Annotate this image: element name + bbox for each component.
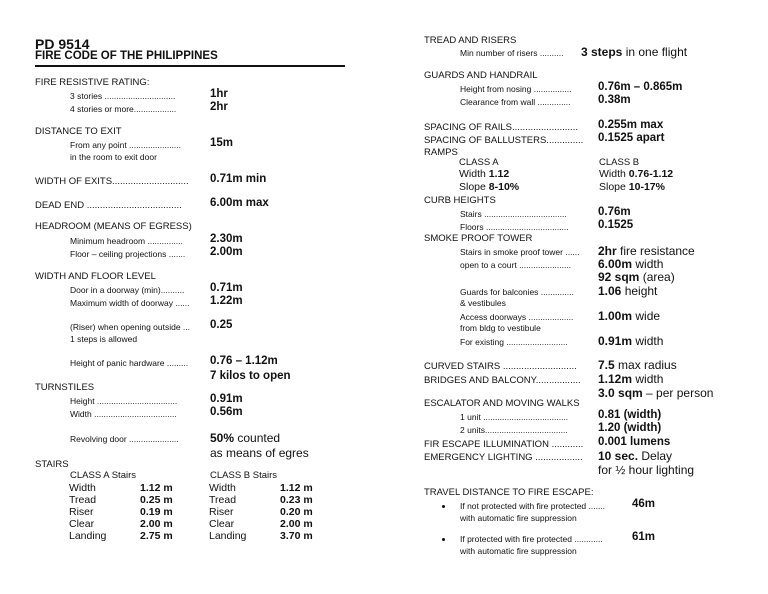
travel-item-note: with automatic fire suppression [460, 546, 577, 556]
turnstile-value: 0.56m [210, 406, 243, 418]
stairs-row-label: Tread [69, 494, 97, 506]
curb-label: Stairs ................................... [460, 209, 567, 219]
stairs-class-a-value: 0.25 m [140, 494, 173, 506]
ramps-class-b-slope: Slope 10-17% [599, 181, 665, 193]
curb-label: Floors ................................... [460, 222, 569, 232]
illumination-value: 0.001 lumens [598, 436, 671, 448]
revolving-door-label: Revolving door ..................... [70, 434, 179, 444]
width-floor-label: Door in a doorway (min).......... [70, 285, 185, 295]
curb-value: 0.76m [598, 206, 631, 218]
emergency-lighting-value: 10 sec. Delay [598, 449, 673, 463]
width-floor-heading: WIDTH AND FLOOR LEVEL [35, 271, 156, 282]
ramps-class-a-slope: Slope 8-10% [459, 181, 520, 193]
travel-item-value: 61m [632, 531, 656, 543]
fire-resistive-value: 2hr [210, 101, 228, 113]
smoke-balconies-note: & vestibules [460, 298, 506, 308]
stairs-class-b-value: 3.70 m [280, 530, 313, 542]
dead-end-label: DEAD END .................................... [35, 200, 182, 211]
smoke-court-value: 6.00m width [598, 257, 664, 271]
riser-label: (Riser) when opening outside ... [70, 322, 191, 332]
panic-hardware-label: Height of panic hardware ......... [70, 358, 189, 368]
dead-end-value: 6.00m max [210, 197, 269, 209]
escalator-heading: ESCALATOR AND MOVING WALKS [424, 398, 580, 409]
fire-resistive-label: 4 stories or more.................. [70, 104, 177, 114]
revolving-door-note: as means of egres [210, 446, 309, 460]
spacing-ballusters-value: 0.1525 apart [598, 132, 665, 144]
headroom-value: 2.00m [210, 246, 243, 258]
riser-value: 0.25 [210, 319, 233, 331]
headroom-label: Minimum headroom ............... [70, 236, 183, 246]
width-exits-value: 0.71m min [210, 173, 267, 185]
smoke-access-note: from bldg to vestibule [460, 323, 541, 333]
travel-item-label: If not protected with fire protected ....... [460, 501, 606, 511]
stairs-class-b-heading: CLASS B Stairs [210, 470, 278, 481]
stairs-class-b-value: 0.20 m [280, 506, 313, 518]
smoke-balconies-label: Guards for balconies .............. [460, 287, 574, 297]
headroom-heading: HEADROOM (MEANS OF EGRESS) [35, 221, 192, 232]
panic-hardware-force: 7 kilos to open [210, 370, 291, 382]
escalator-label: 1 unit .................................... [460, 412, 569, 422]
fire-resistive-value: 1hr [210, 88, 228, 100]
fire-resistive-heading: FIRE RESISTIVE RATING: [35, 77, 150, 88]
spacing-rails-label: SPACING OF RAILS......................... [424, 122, 578, 133]
bullet-icon [442, 505, 445, 508]
smoke-stairs-label: Stairs in smoke proof tower ...... [460, 247, 580, 257]
document-code: PD 9514 [35, 36, 90, 52]
emergency-lighting-note: for ½ hour lighting [598, 463, 695, 477]
guards-label: Clearance from wall .............. [460, 97, 571, 107]
turnstile-label: Width ................................... [70, 409, 177, 419]
stairs-class-a-value: 2.75 m [140, 530, 173, 542]
bridges-label: BRIDGES AND BALCONY................. [424, 375, 581, 386]
guards-value: 0.76m – 0.865m [598, 81, 683, 93]
stairs-row-label: Width [69, 482, 96, 494]
stairs-row-label: Clear [209, 518, 235, 530]
ramps-heading: RAMPS [424, 147, 458, 158]
smoke-existing-label: For existing .......................... [460, 337, 568, 347]
turnstiles-heading: TURNSTILES [35, 382, 95, 393]
panic-hardware-value: 0.76 – 1.12m [210, 355, 278, 367]
smoke-court-label: open to a court ...................... [460, 260, 572, 270]
guards-heading: GUARDS AND HANDRAIL [424, 70, 538, 81]
ramps-class-a-width: Width 1.12 [459, 168, 510, 180]
stairs-row-label: Tread [209, 494, 237, 506]
tread-risers-heading: TREAD AND RISERS [424, 35, 517, 46]
stairs-class-b-value: 0.23 m [280, 494, 313, 506]
stairs-row-label: Riser [69, 506, 94, 518]
ramps-class-a-heading: CLASS A [459, 157, 499, 168]
stairs-class-a-heading: CLASS A Stairs [70, 470, 137, 481]
stairs-class-a-value: 1.12 m [140, 482, 173, 494]
escalator-value: 1.20 (width) [598, 422, 662, 434]
travel-item-label: If protected with fire protected ............ [460, 534, 603, 544]
stairs-row-label: Landing [209, 530, 247, 542]
travel-item-value: 46m [632, 498, 656, 510]
title-underline [35, 65, 345, 67]
distance-exit-label: From any point ...................... [70, 140, 182, 150]
stairs-heading: STAIRS [35, 459, 69, 470]
stairs-class-b-value: 1.12 m [280, 482, 313, 494]
curb-value: 0.1525 [598, 219, 634, 231]
distance-exit-heading: DISTANCE TO EXIT [35, 126, 122, 137]
escalator-value: 0.81 (width) [598, 409, 662, 421]
smoke-stairs-value: 2hr fire resistance [598, 244, 695, 258]
min-risers-value: 3 steps in one flight [581, 45, 688, 59]
spacing-ballusters-label: SPACING OF BALLUSTERS.............. [424, 135, 584, 146]
escalator-label: 2 units................................... [460, 425, 568, 435]
width-floor-value: 0.71m [210, 282, 243, 294]
turnstile-label: Height .................................. [70, 396, 178, 406]
headroom-label: Floor – ceiling projections ....... [70, 249, 186, 259]
curved-stairs-label: CURVED STAIRS ............................ [424, 361, 577, 372]
stairs-class-b-value: 2.00 m [280, 518, 313, 530]
distance-exit-value: 15m [210, 137, 234, 149]
travel-distance-heading: TRAVEL DISTANCE TO FIRE ESCAPE: [424, 487, 594, 498]
turnstile-value: 0.91m [210, 393, 243, 405]
fire-resistive-label: 3 stories .............................. [70, 91, 176, 101]
stairs-class-a-value: 2.00 m [140, 518, 173, 530]
curved-stairs-value: 7.5 max radius [598, 358, 677, 372]
smoke-balconies-value: 1.06 height [598, 284, 658, 298]
travel-item-note: with automatic fire suppression [460, 513, 577, 523]
ramps-class-b-width: Width 0.76-1.12 [599, 168, 674, 180]
smoke-access-value: 1.00m wide [598, 309, 661, 323]
bridges-value: 1.12m width [598, 372, 664, 386]
ramps-class-b-heading: CLASS B [599, 157, 640, 168]
width-floor-label: Maximum width of doorway ...... [70, 298, 190, 308]
min-risers-label: Min number of risers .......... [460, 48, 564, 58]
smoke-existing-value: 0.91m width [598, 334, 664, 348]
curb-heading: CURB HEIGHTS [424, 195, 496, 206]
bullet-icon [442, 538, 445, 541]
spacing-rails-value: 0.255m max [598, 119, 664, 131]
illumination-label: FIR ESCAPE ILLUMINATION ............ [424, 439, 584, 450]
revolving-door-value: 50% counted [210, 431, 281, 445]
stairs-row-label: Clear [69, 518, 95, 530]
stairs-row-label: Width [209, 482, 236, 494]
bridges-area-value: 3.0 sqm – per person [598, 386, 714, 400]
smoke-tower-heading: SMOKE PROOF TOWER [424, 233, 533, 244]
document-title: FIRE CODE OF THE PHILIPPINES [35, 50, 218, 62]
emergency-lighting-label: EMERGENCY LIGHTING .................. [424, 452, 583, 463]
width-floor-value: 1.22m [210, 295, 243, 307]
guards-label: Height from nosing ................ [460, 84, 572, 94]
guards-value: 0.38m [598, 94, 631, 106]
riser-note: 1 steps is allowed [70, 334, 138, 344]
smoke-area-value: 92 sqm (area) [598, 270, 675, 284]
smoke-access-label: Access doorways ................... [460, 312, 574, 322]
width-exits-label: WIDTH OF EXITS............................. [35, 176, 189, 187]
stairs-row-label: Landing [69, 530, 107, 542]
distance-exit-note: in the room to exit door [70, 152, 157, 162]
stairs-row-label: Riser [209, 506, 234, 518]
stairs-class-a-value: 0.19 m [140, 506, 173, 518]
headroom-value: 2.30m [210, 233, 243, 245]
